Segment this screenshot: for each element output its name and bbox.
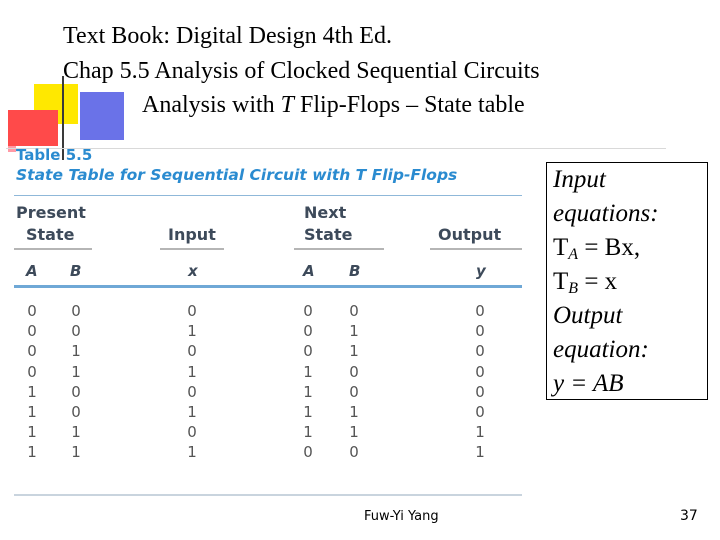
cell-next-b: 1 bbox=[349, 423, 359, 442]
slide-title-line3 bbox=[142, 93, 525, 117]
cell-output-y: 0 bbox=[475, 362, 485, 381]
cell-present-a: 0 bbox=[27, 362, 37, 381]
col-next-a: A bbox=[303, 262, 315, 280]
column-header-rule bbox=[14, 285, 522, 288]
cell-present-b: 0 bbox=[71, 403, 81, 421]
cell-present-a: 1 bbox=[27, 423, 37, 442]
header-next-state: State bbox=[304, 225, 353, 244]
title-line3-italic: T bbox=[280, 92, 295, 118]
cell-output-y: 0 bbox=[475, 382, 485, 401]
header-input: Input bbox=[168, 225, 216, 244]
cell-input-x: 0 bbox=[187, 382, 197, 401]
cell-output-y: 0 bbox=[475, 302, 485, 320]
next-state-rule bbox=[294, 248, 384, 250]
cell-next-b: 0 bbox=[349, 302, 359, 320]
cell-present-a: 0 bbox=[27, 322, 37, 341]
cell-next-a: 0 bbox=[303, 302, 313, 320]
cell-input-x: 1 bbox=[187, 403, 197, 421]
cell-present-a: 1 bbox=[27, 443, 37, 462]
tb-equation: $T_B = x$ bbox=[553, 268, 618, 297]
cell-output-y: 0 bbox=[475, 322, 485, 341]
title-line3-post: Flip-Flops – State table bbox=[294, 92, 525, 118]
cell-next-a: 1 bbox=[303, 403, 313, 421]
equations-box bbox=[546, 162, 708, 400]
cell-present-b: 1 bbox=[71, 443, 81, 462]
page-number: 37 bbox=[680, 508, 698, 524]
header-output: Output bbox=[438, 225, 502, 244]
table-bottom-rule bbox=[14, 494, 522, 496]
cell-present-b: 0 bbox=[71, 322, 81, 341]
col-present-b: B bbox=[70, 262, 82, 280]
cell-next-a: 0 bbox=[303, 443, 313, 462]
cell-next-a: 1 bbox=[303, 423, 313, 442]
table-top-rule bbox=[14, 195, 522, 196]
cell-next-b: 0 bbox=[349, 443, 359, 462]
slide-title-line2: Chap 5.5 Analysis of Clocked Sequential Circuits bbox=[63, 58, 540, 84]
cell-input-x: 0 bbox=[187, 423, 197, 442]
cell-present-b: 1 bbox=[71, 423, 81, 442]
cell-next-b: 1 bbox=[349, 342, 359, 361]
input-label-1: Input bbox=[553, 166, 606, 193]
col-next-b: B bbox=[349, 262, 361, 280]
output-label-1: Output bbox=[553, 302, 623, 329]
cell-present-a: 1 bbox=[27, 403, 37, 421]
cell-next-b: 1 bbox=[349, 322, 359, 341]
cell-present-b: 0 bbox=[71, 302, 81, 320]
cell-input-x: 1 bbox=[187, 443, 197, 462]
present-state-rule bbox=[14, 248, 92, 250]
input-label-2: equations: bbox=[553, 200, 659, 227]
header-next: Next bbox=[304, 203, 347, 222]
cell-next-a: 0 bbox=[303, 322, 313, 341]
state-table-figure bbox=[14, 146, 522, 496]
cell-next-a: 0 bbox=[303, 342, 313, 361]
cell-next-b: 1 bbox=[349, 403, 359, 421]
cell-present-a: 1 bbox=[27, 382, 37, 401]
cell-next-b: 0 bbox=[349, 382, 359, 401]
cell-input-x: 0 bbox=[187, 302, 197, 320]
output-label-2: equation: bbox=[553, 336, 649, 363]
header-present: Present bbox=[16, 203, 86, 222]
cell-present-a: 0 bbox=[27, 302, 37, 320]
cell-present-b: 0 bbox=[71, 382, 81, 401]
input-rule bbox=[160, 248, 224, 250]
cell-present-b: 1 bbox=[71, 342, 81, 361]
cell-present-a: 0 bbox=[27, 342, 37, 361]
decorative-red-block bbox=[8, 110, 58, 146]
decorative-blue-block bbox=[80, 92, 124, 140]
col-input-x: x bbox=[188, 262, 198, 280]
cell-input-x: 1 bbox=[187, 362, 197, 381]
cell-next-b: 0 bbox=[349, 362, 359, 381]
cell-input-x: 1 bbox=[187, 322, 197, 341]
cell-input-x: 0 bbox=[187, 342, 197, 361]
title-line3-pre: Analysis with bbox=[142, 92, 281, 118]
footer-author: Fuw-Yi Yang bbox=[364, 509, 439, 524]
output-rule bbox=[430, 248, 522, 250]
cell-next-a: 1 bbox=[303, 362, 313, 381]
cell-output-y: 0 bbox=[475, 342, 485, 361]
col-output-y: y bbox=[476, 262, 486, 280]
slide-title-line1: Text Book: Digital Design 4th Ed. bbox=[63, 23, 392, 49]
table-label: Table 5.5 bbox=[16, 146, 93, 164]
y-equation: y = AB bbox=[553, 370, 624, 397]
cell-output-y: 1 bbox=[475, 423, 485, 442]
cell-present-b: 1 bbox=[71, 362, 81, 381]
cell-output-y: 0 bbox=[475, 403, 485, 421]
cell-output-y: 1 bbox=[475, 443, 485, 462]
header-present-state: State bbox=[26, 225, 75, 244]
ta-equation: $T_A = Bx$, bbox=[553, 234, 641, 263]
col-present-a: A bbox=[26, 262, 38, 280]
cell-next-a: 1 bbox=[303, 382, 313, 401]
table-caption: State Table for Sequential Circuit with T Flip-Flops bbox=[16, 166, 458, 184]
